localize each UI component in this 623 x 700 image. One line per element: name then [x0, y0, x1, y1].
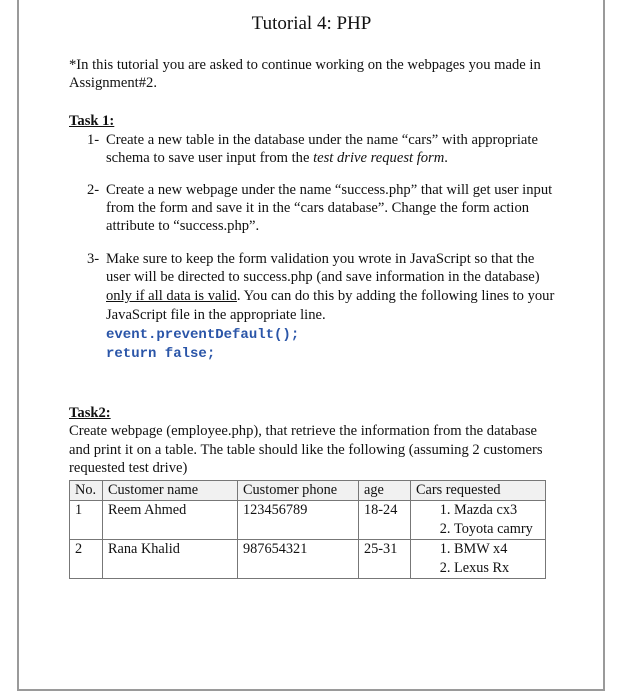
text: schema to save user input from the: [106, 150, 314, 166]
cell-no: 1: [70, 501, 103, 540]
task1-item2-line: Create a new webpage under the name “success.php” that will get user input: [106, 182, 553, 198]
cell-phone: 987654321: [238, 540, 359, 579]
task1-item3-line: JavaScript file in the appropriate line.: [106, 307, 326, 323]
form-name: test drive request form: [313, 150, 445, 166]
task2-heading: Task2:: [69, 405, 111, 421]
item-number: 1-: [87, 132, 100, 148]
car-item: 2. Lexus Rx: [454, 559, 540, 578]
emphasis: only if all data is valid: [106, 288, 237, 304]
page-title: Tutorial 4: PHP: [251, 13, 372, 34]
task1-item2-line: from the form and save it in the “cars database”. Change the form action: [106, 200, 530, 216]
header-cell: Cars requested: [411, 481, 546, 501]
task1-item3-line: [106, 287, 554, 305]
task2-line: requested test drive): [69, 460, 188, 476]
cell-age: 18-24: [359, 501, 411, 540]
item-number: 2-: [87, 182, 100, 198]
task1-heading: Task 1:: [69, 113, 115, 129]
table-header-row: [70, 481, 546, 501]
cell-cars: [411, 540, 546, 579]
table-row: [70, 540, 546, 579]
car-item: 1. BMW x4: [454, 540, 540, 559]
task2-line: Create webpage (employee.php), that retrieve the information from the database: [69, 423, 538, 439]
item-number: 3-: [87, 251, 100, 267]
task1-item1-line: [106, 149, 448, 167]
car-item: 1. Mazda cx3: [454, 501, 540, 520]
cell-cars: [411, 501, 546, 540]
cell-phone: 123456789: [238, 501, 359, 540]
header-cell: Customer name: [103, 481, 238, 501]
header-cell: age: [359, 481, 411, 501]
table-row: [70, 501, 546, 540]
task1-item1-line: Create a new table in the database under the name “cars” with appropriate: [106, 132, 538, 148]
header-cell: No.: [70, 481, 103, 501]
text: . You can do this by adding the following lines to your: [236, 288, 555, 304]
cell-name: Reem Ahmed: [103, 501, 238, 540]
task1-item3-line: Make sure to keep the form validation you wrote in JavaScript so that the: [106, 251, 535, 267]
task1-item3-line: user will be directed to success.php (and save information in the database): [106, 269, 540, 285]
text: .: [444, 150, 448, 166]
intro-line: Assignment#2.: [69, 75, 157, 91]
car-item: 2. Toyota camry: [454, 520, 540, 539]
header-cell: Customer phone: [238, 481, 359, 501]
task2-line: and print it on a table. The table should like the following (assuming 2 customers: [69, 442, 543, 458]
cell-no: 2: [70, 540, 103, 579]
task1-item2-line: attribute to “success.php”.: [106, 218, 260, 234]
code-line: event.preventDefault();: [106, 327, 300, 343]
cell-name: Rana Khalid: [103, 540, 238, 579]
code-line: return false;: [106, 346, 216, 362]
cell-age: 25-31: [359, 540, 411, 579]
intro-line: *In this tutorial you are asked to continue working on the webpages you made in: [69, 57, 541, 73]
example-table: [69, 480, 546, 579]
